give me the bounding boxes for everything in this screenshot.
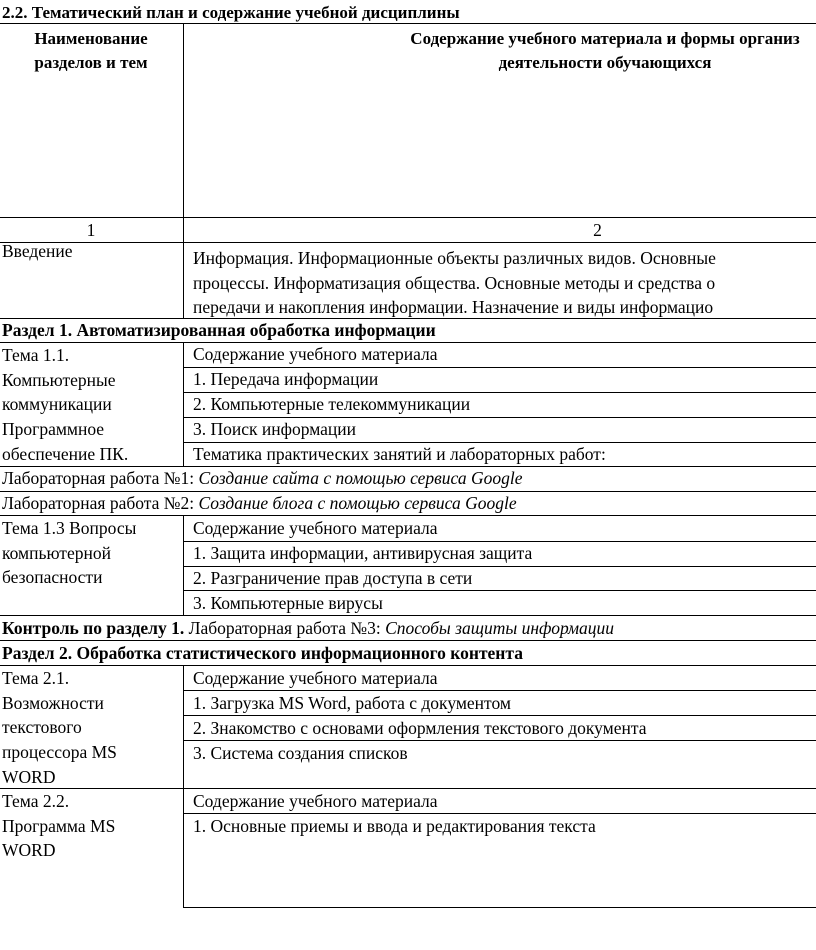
header-col2-line: деятельности обучающихся [498,53,712,72]
header-num1: 1 [86,220,96,240]
lab1-label: Лабораторная работа №1: [2,468,199,488]
topic22-name-line: Программа MS [2,815,116,836]
topic13-name [2,516,180,590]
topic21-name-line: текстового [2,717,82,738]
page-title: 2.2. Тематический план и содержание учебной дисциплины [2,3,460,22]
section1-title: Раздел 1. Автоматизированная обработка информации [2,320,436,340]
topic11-name-line: Тема 1.1. [2,345,70,365]
topic11-row: Тематика практических занятий и лабораторных работ: [193,444,606,464]
intro-text-line: процессы. Информатизация общества. Основные методы и средства о [193,272,716,293]
lab2-text: Создание блога с помощью сервиса Google [198,493,517,513]
lab1-text: Создание сайта с помощью сервиса Google [198,468,523,488]
header-col2 [195,27,816,75]
topic13-row: 1. Защита информации, антивирусная защита [193,543,533,563]
topic11-row: 1. Передача информации [193,369,379,389]
topic21-row: Содержание учебного материала [193,668,438,688]
control1-bold: Контроль по разделу 1. [2,618,185,638]
section2-title: Раздел 2. Обработка статистического информационного контента [2,643,523,663]
header-col1-line: Наименование [34,29,148,48]
topic22-name-line: Тема 2.2. [2,791,70,811]
lab1 [2,466,522,491]
topic11-row: 3. Поиск информации [193,419,357,439]
intro-text [193,246,716,320]
topic21-row: 3. Система создания списков [193,743,408,763]
topic11-row: 2. Компьютерные телекоммуникации [193,394,471,414]
lab2-label: Лабораторная работа №2: [2,493,199,513]
control1-text: Способы защиты информации [385,618,614,638]
control1 [2,616,614,641]
header-col1-line: разделов и тем [34,53,148,72]
header-col2-line: Содержание учебного материала и формы организ [410,29,800,48]
column-divider [183,515,184,615]
table-top-border [0,23,816,24]
header-num2: 2 [593,220,602,240]
topic13-name-line: компьютерной [2,542,111,563]
topic11-row: Содержание учебного материала [193,344,438,364]
topic21-row: 1. Загрузка MS Word, работа с документом [193,693,511,713]
topic21-name [2,666,180,790]
topic21-row: 2. Знакомство с основами оформления текстового документа [193,718,647,738]
topic21-name-line: Тема 2.1. [2,668,70,688]
topic21-name-line: WORD [2,766,56,787]
table-bottom-border [183,907,816,908]
topic21-name-line: Возможности [2,692,104,713]
topic22-row: Содержание учебного материала [193,791,438,811]
lab2 [2,491,517,516]
control1-label: Лабораторная работа №3: [184,618,386,638]
topic11-name [2,343,180,467]
topic11-name-line: коммуникации [2,394,112,415]
topic13-row: Содержание учебного материала [193,518,438,538]
topic21-name-line: процессора MS [2,742,117,763]
intro-text-line: передачи и накопления информации. Назначение и виды информацио [193,297,714,318]
topic13-row: 2. Разграничение прав доступа в сети [193,568,473,588]
header-col1 [2,27,180,75]
column-divider [183,23,184,318]
topic22-row: 1. Основные приемы и ввода и редактирования текста [193,816,596,836]
topic11-name-line: обеспечение ПК. [2,443,129,464]
topic11-name-line: Программное [2,419,105,440]
topic11-name-line: Компьютерные [2,369,116,390]
topic13-name-line: безопасности [2,567,103,588]
intro-text-line: Информация. Информационные объекты различных видов. Основные [193,248,716,268]
topic13-name-line: Тема 1.3 Вопросы [2,518,137,538]
intro-name: Введение [2,241,73,261]
column-divider [183,342,184,466]
topic13-row: 3. Компьютерные вирусы [193,593,383,613]
topic22-name [2,789,180,863]
column-divider [183,665,184,908]
topic22-name-line: WORD [2,840,56,861]
